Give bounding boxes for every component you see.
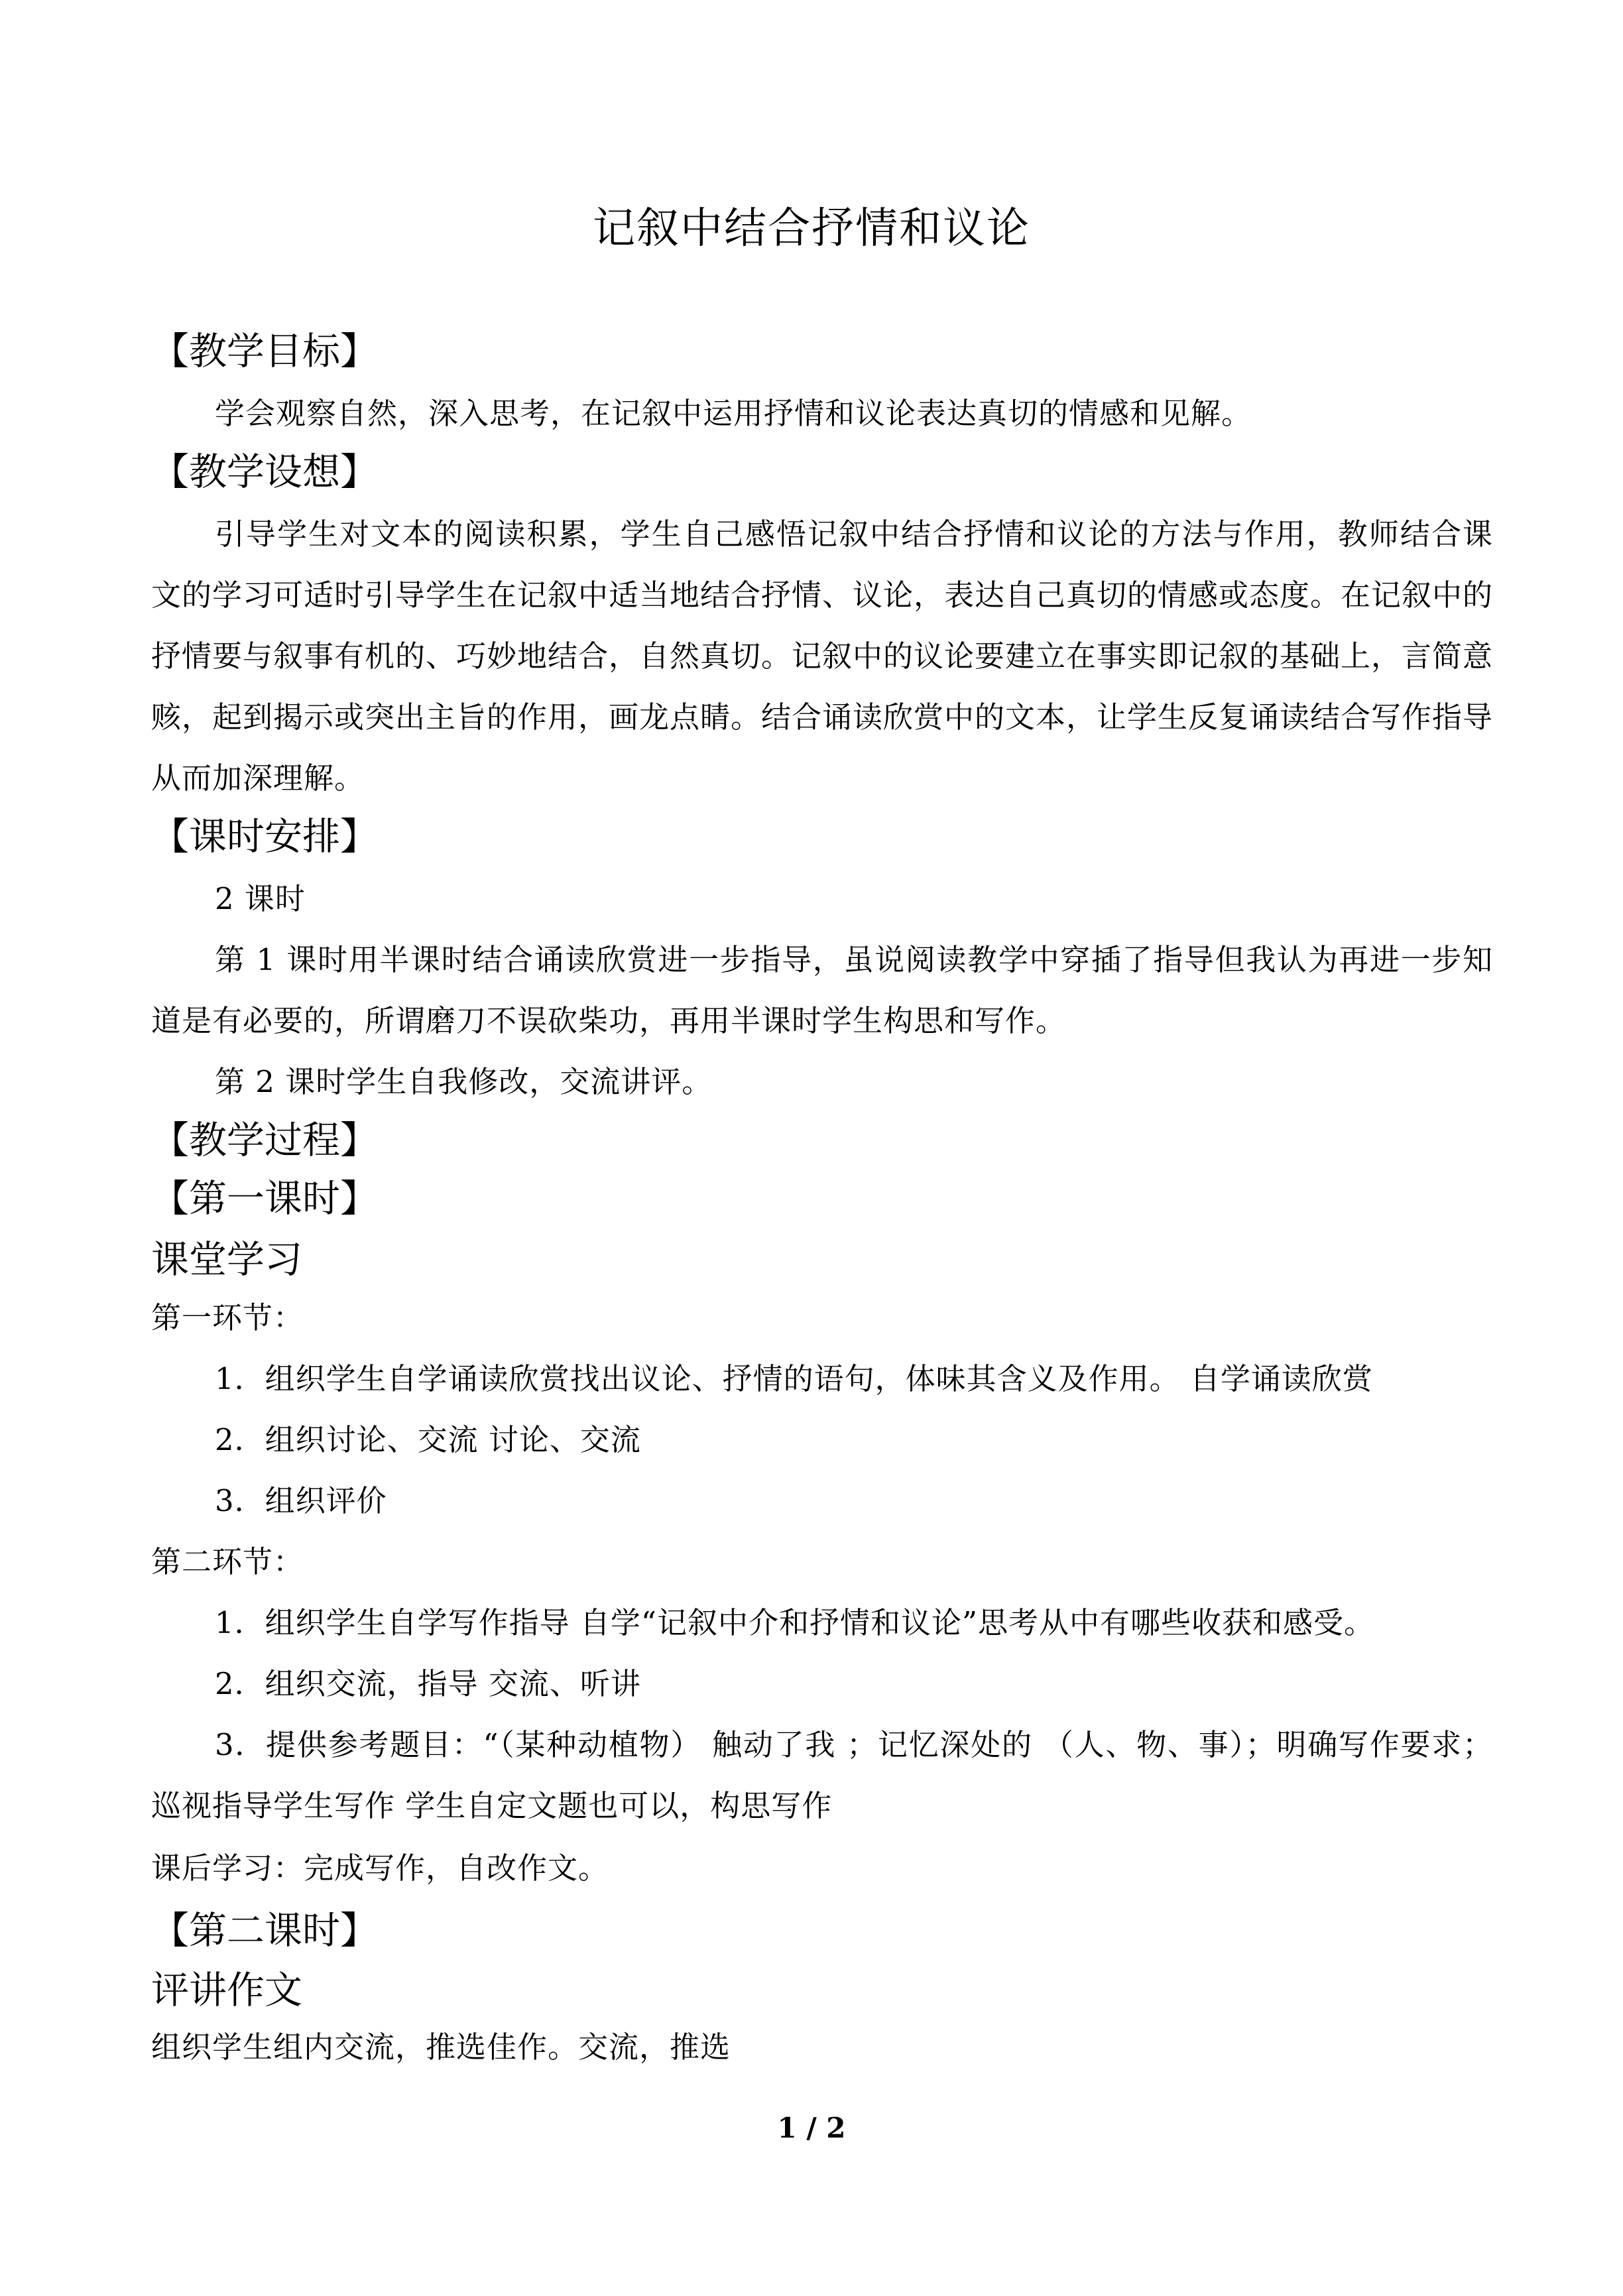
lesson1-subtitle: 课堂学习: [151, 1238, 302, 1282]
stage2-item: 2．组织交流，指导 交流、听讲: [215, 1666, 641, 1701]
stage1-item: 1．组织学生自学诵读欣赏找出议论、抒情的语句，体味其含义及作用。 自学诵读欣赏: [215, 1361, 1373, 1396]
goal-heading: 【教学目标】: [151, 330, 378, 373]
stage2-item: 1．组织学生自学写作指导 自学“记叙中介和抒情和议论”思考从中有哪些收获和感受。: [215, 1605, 1374, 1640]
schedule-first: 第 1 课时用半课时结合诵读欣赏进一步指导，虽说阅读教学中穿插了指导但我认为再进一步知道是有必要的，所谓磨刀不误砍柴功，再用半课时学生构思和写作。: [151, 942, 1493, 1038]
schedule-second: 第 2 课时学生自我修改，交流讲评。: [215, 1064, 713, 1099]
schedule-count: 2 课时: [215, 881, 306, 916]
lesson2-heading: 【第二课时】: [151, 1909, 378, 1953]
stage2-label: 第二环节：: [151, 1544, 304, 1579]
stage1-item: 3．组织评价: [215, 1483, 387, 1518]
page-number: 1 / 2: [777, 2112, 846, 2144]
stage1-label: 第一环节：: [151, 1300, 304, 1335]
stage1-item: 2．组织讨论、交流 讨论、交流: [215, 1422, 641, 1457]
lesson1-heading: 【第一课时】: [151, 1177, 378, 1221]
after-class-text: 课后学习：完成写作，自改作文。: [151, 1850, 609, 1886]
idea-heading: 【教学设想】: [151, 450, 378, 494]
process-heading: 【教学过程】: [151, 1118, 378, 1162]
goal-text: 学会观察自然，深入思考，在记叙中运用抒情和议论表达真切的情感和见解。: [215, 396, 1252, 431]
lesson2-text: 组织学生组内交流，推选佳作。交流，推选: [151, 2029, 731, 2065]
schedule-heading: 【课时安排】: [151, 815, 378, 859]
idea-text: 引导学生对文本的阅读积累，学生自己感悟记叙中结合抒情和议论的方法与作用，教师结合课文的学习可适时引导学生在记叙中适当地结合抒情、议论，表达自己真切的情感或态度。在记叙中的抒情要与叙事有机的、巧妙地结合，自然真切。记叙中的议论要建立在事实即记叙的基础上，言简意赅，起到揭示或突出主旨的作用，画龙点睛。结合诵读欣赏中的文本，让学生反复诵读结合写作指导从而加深理解。: [151, 516, 1494, 796]
document-title: 记叙中结合抒情和议论: [593, 204, 1030, 253]
lesson2-subtitle: 评讲作文: [151, 1968, 302, 2012]
stage2-item-3: 3．提供参考题目：“（某种动植物） 触动了我 ；记忆深处的 （人、物、事）；明确写作要求；巡视指导学生写作 学生自定文题也可以，构思写作: [151, 1727, 1493, 1823]
